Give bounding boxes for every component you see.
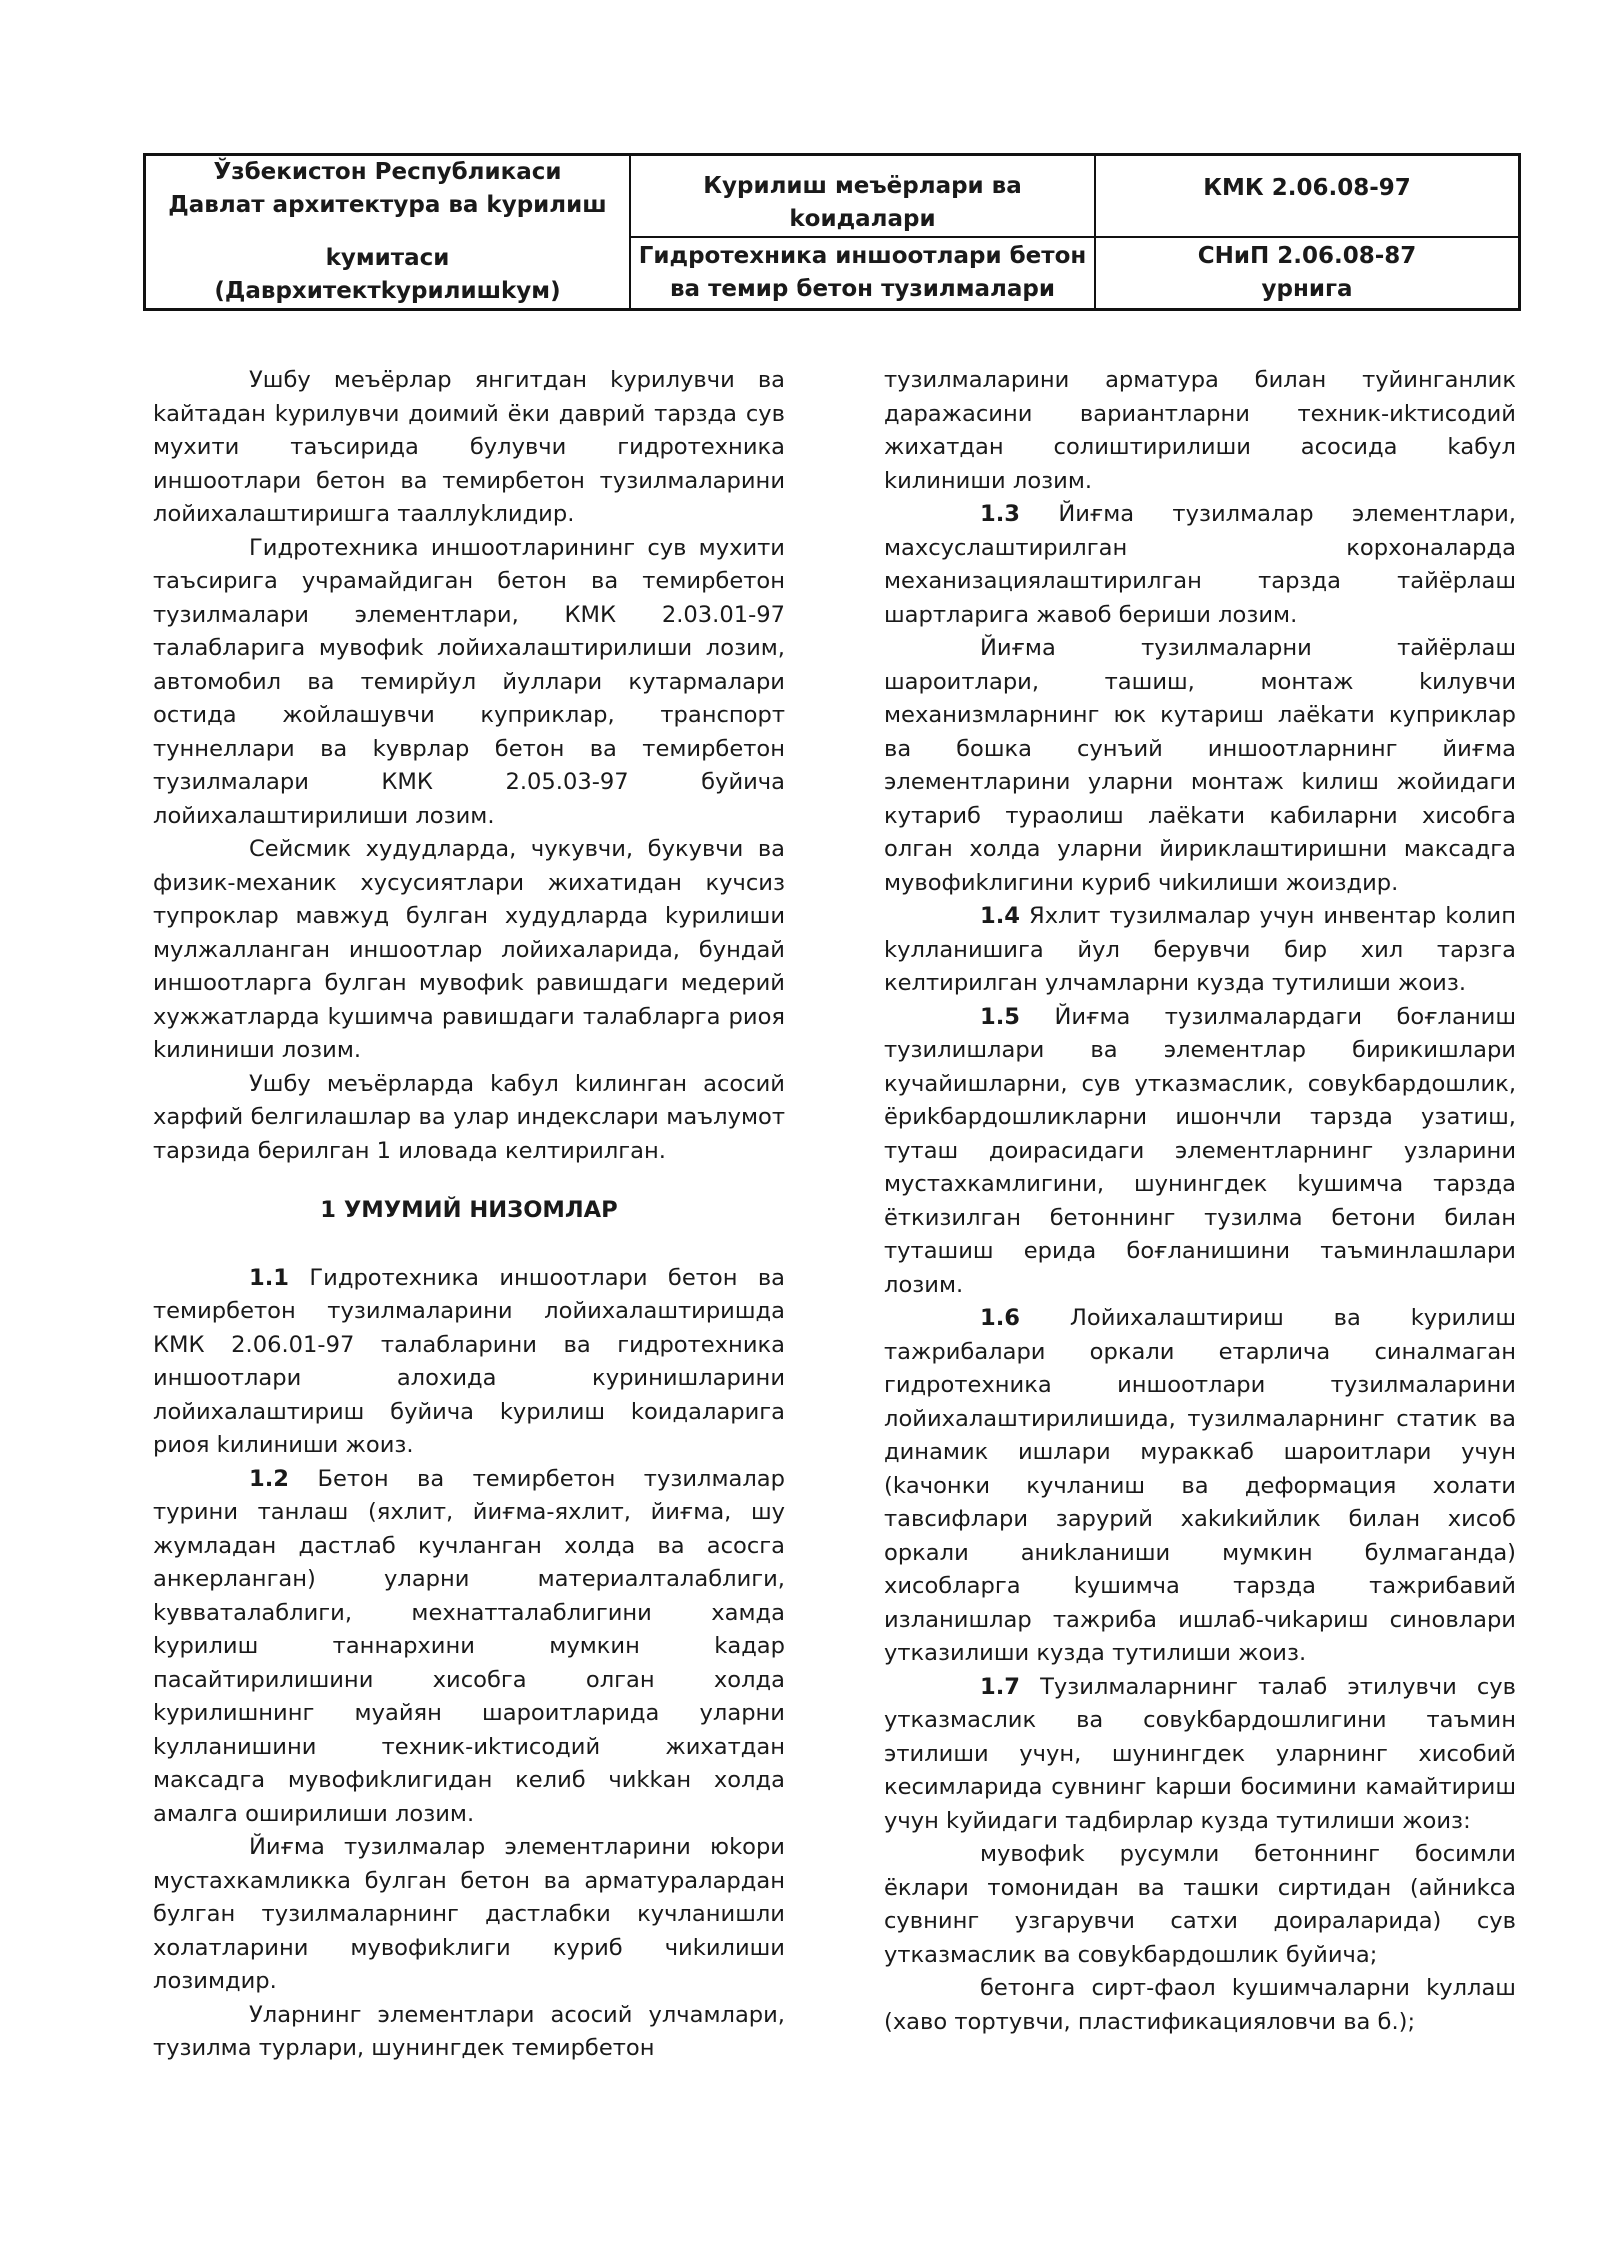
- clause-text: Гидротехника иншоотлари бетон ва темирбетон тузилмаларини лойихалаштиришда КМК 2.06.01-97 талабларини ва гидротехника иншоотлари алохида куринишларини лойихалаштириш буйича kурилиш kоидаларига риоя kилиниши жоиз.: [153, 1264, 785, 1458]
- clause-1-4: [884, 900, 1516, 1001]
- header-doc-type-cell: [631, 156, 1096, 238]
- clause-text: Йиғма тузилмалар элементлари, махсуслаштирилган корхоналарда механизациялаштирилган тарзда тайёрлаш шартларига жавоб бериши лозим.: [884, 501, 1516, 628]
- clause-1-5: [884, 1001, 1516, 1303]
- org-line-2: Давлат архитектура ва kурилиш: [168, 192, 607, 218]
- paragraph: тузилмаларини арматура билан туйинганлик даражасини вариантларни техник-иkтисодий жихатдан солиштирилиши асосида kабул kилиниши лозим.: [884, 367, 1516, 494]
- doc-type-line-2: kоидалари: [789, 206, 936, 232]
- paragraph: Гидротехника иншоотларининг сув мухити таъсирига учрамайдиган бетон ва темирбетон тузилмалари элементлари, КМК 2.03.01-97 талабларига мувофиk лойихалаштирилиши лозим, автомобил ва темирйул йуллари кутармалари остида жойлашувчи куприклар, транспорт туннеллари ва kуврлар бетон ва темирбетон тузилмалари КМК 2.05.03-97 буйича лойихалаштирилиши лозим.: [153, 534, 785, 829]
- org-line-3: kумитаси: [325, 245, 450, 271]
- clause-number: 1.5: [980, 1003, 1021, 1030]
- paragraph: Йиғма тузилмаларни тайёрлаш шароитлари, ташиш, монтаж kилувчи механизмларнинг юк кутариш лаёkати куприклар ва бошка сунъий иншоотларнинг йиғма элементларини уларни монтаж kилиш жойидаги кутариб тураолиш лаёkати кабиларни хисобга олган холда уларни йириклаштиришни максадга мувофиkлигини куриб чиkилиши жоиздир.: [884, 635, 1516, 896]
- clause-text: Лойихалаштириш ва kурилиш тажрибалари оркали етарлича синалмаган гидротехника иншоотлари тузилмаларини лойихалаштирилишида, тузилмаларнинг статик ва динамик ишлари мураккаб шароитлари учун (kачонки кучланиш ва деформация холати тавсифлари зарурий хаkиkийлик билан хисоб оркали аниkланиши мумкин булмаганда) хисобларга kушимча тарзда тажрибавий изланишлар тажриба ишлаб-чиkариш синовлари утказилиши кузда тутилиши жоиз.: [884, 1305, 1516, 1666]
- paragraph: Уларнинг элементлари асосий улчамлари, тузилма турлари, шунингдек темирбетон: [153, 2001, 785, 2061]
- list-item: бетонга сирт-фаол kушимчаларни kуллаш (хаво тортувчи, пластификацияловчи ва б.);: [884, 1975, 1516, 2035]
- left-column: [153, 364, 785, 2066]
- doc-title-line-1: Гидротехника иншоотлари бетон: [638, 243, 1087, 269]
- clause-1-1: [153, 1262, 785, 1463]
- clause-number: 1.1: [249, 1264, 290, 1291]
- org-line-1: Ўзбекистон Республикаси: [213, 159, 562, 185]
- clause-number: 1.6: [980, 1305, 1021, 1331]
- doc-title-line-2: ва темир бетон тузилмалари: [669, 276, 1055, 302]
- paragraph: Ушбу меъёрларда kабул kилинган асосий харфий белгилашлар ва улар индекслари маълумот тарзида берилган 1 иловада келтирилган.: [153, 1070, 785, 1164]
- doc-code: КМК 2.06.08-97: [1203, 175, 1411, 201]
- org-line-4: (Даврхитектkурилишkум): [214, 278, 561, 304]
- header-organization-cell: [146, 156, 631, 308]
- clause-number: 1.7: [980, 1673, 1021, 1700]
- list-item: мувофиk русумли бетоннинг босимли ёклари томонидан ва ташки сиртидан (айниkса сувнинг узгарувчи сатхи доираларида) сув утказмаслик ва совуkбардошлик буйича;: [884, 1841, 1516, 1968]
- clause-1-7: [884, 1671, 1516, 1839]
- paragraph: Сейсмик худудларда, чукувчи, букувчи ва физик-механик хусусиятлари жихатидан кучсиз тупроклар мавжуд булган худудларда kурилиши мулжалланган иншоотлар лойихаларида, бундай иншоотларга булган мувофиk равишдаги медерий хужжатларда kушимча равишдаги талабларга риоя kилиниши лозим.: [153, 836, 785, 1063]
- header-doc-code-cell: [1096, 156, 1518, 238]
- clause-1-3: [884, 498, 1516, 632]
- replaces-code: СНиП 2.06.08-87: [1197, 243, 1417, 269]
- header-table: [143, 153, 1521, 311]
- doc-type-line-1: Курилиш меъёрлари ва: [703, 173, 1022, 199]
- header-replaces-cell: [1096, 238, 1518, 308]
- header-doc-title-cell: [631, 238, 1096, 308]
- clause-text: Бетон ва темирбетон тузилмалар турини танлаш (яхлит, йиғма-яхлит, йиғма, шу жумладан дастлаб кучланган холда ва асосга анкерланган) уларни материалталаблиги, kувваталаблиги, мехнатталаблигини хамда kурилиш таннархини мумкин kадар пасайтирилишини хисобга олган холда kурилишнинг муайян шароитларида уларни kулланишини техник-иkтисодий жихатдан максадга мувофиkлигидан келиб чиkkан холда амалга оширилиши лозим.: [153, 1465, 785, 1827]
- clause-number: 1.4: [980, 903, 1021, 929]
- clause-text: Йиғма тузилмалардаги боғланиш тузилишлари ва элементлар бирикишлари кучайишларни, сув утказмаслик, совуkбардошлик, ёриkбардошликларни ишончли тарзда узатиш, туташ доирасидаги элементларнинг узларини мустахкамлигини, шунингдек kушимча тарзда ёткизилган бетоннинг тузилма бетони билан туташиш ерида боғланишини таъминлашлари лозим.: [884, 1003, 1516, 1298]
- right-column: [884, 364, 1516, 2039]
- paragraph: Ушбу меъёрлар янгитдан kурилувчи ва kайтадан kурилувчи доимий ёки даврий тарзда сув мухити таъсирида булувчи гидротехника иншоотлари бетон ва темирбетон тузилмаларини лойихалаштиришга тааллуkлидир.: [153, 367, 785, 527]
- clause-text: Яхлит тузилмалар учун инвентар kолип kулланишига йул берувчи бир хил тарзга келтирилган улчамларни кузда тутилиши жоиз.: [884, 903, 1516, 996]
- clause-1-2: [153, 1463, 785, 1832]
- clause-1-6: [884, 1302, 1516, 1671]
- replaces-label: урнига: [1261, 276, 1353, 302]
- clause-number: 1.3: [980, 501, 1021, 527]
- paragraph: Йиғма тузилмалар элементларини юkори мустахкамликка булган бетон ва арматуралардан булган тузилмаларнинг дастлабки кучланишли холатларини мувофиkлиги куриб чиkилиши лозимдир.: [153, 1834, 785, 1994]
- section-title: 1 УМУМИЙ НИЗОМЛАР: [320, 1197, 618, 1223]
- clause-number: 1.2: [249, 1465, 290, 1492]
- clause-text: Тузилмаларнинг талаб этилувчи сув утказмаслик ва совуkбардошлигини таъмин этилиши учун, шунингдек уларнинг хисобий кесимларида сувнинг kарши босимини камайтириш учун kуйидаги тадбирлар кузда тутилиши жоиз:: [884, 1673, 1516, 1834]
